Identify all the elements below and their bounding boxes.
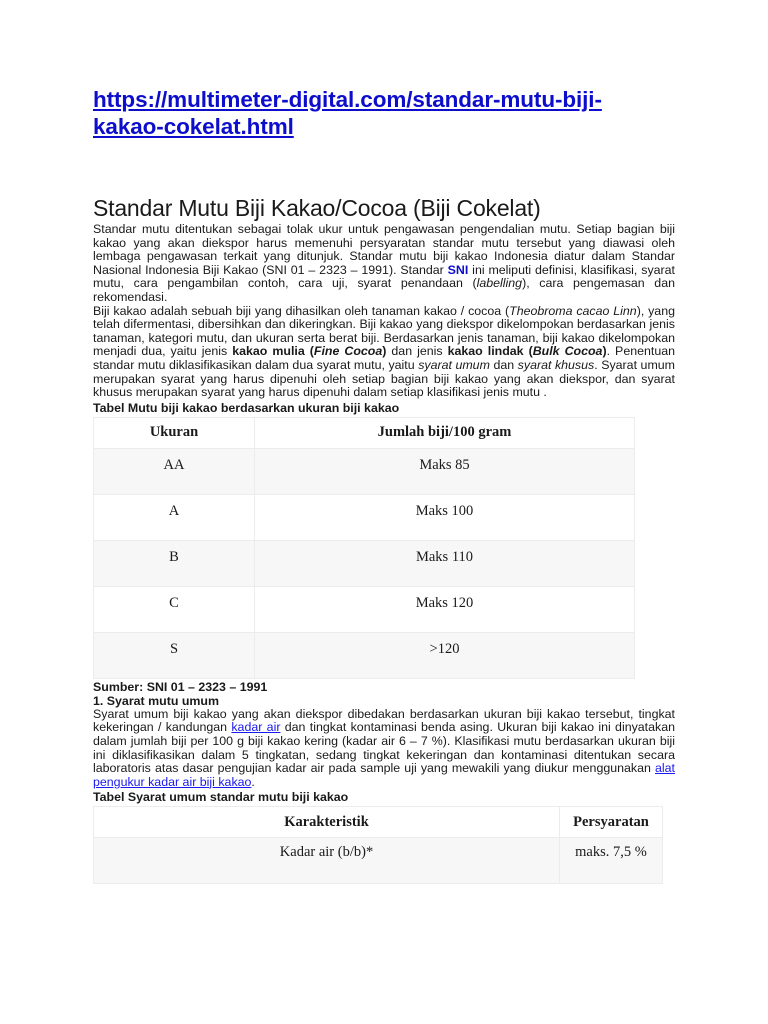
cell-ukuran: AA — [94, 448, 255, 494]
table-row — [94, 448, 635, 494]
source-url-link[interactable] — [93, 86, 675, 140]
column-header-ukuran: Ukuran — [94, 417, 255, 448]
kadar-air-link[interactable]: kadar air — [231, 720, 281, 735]
syarat-umum-paragraph — [93, 708, 675, 790]
def-text-c: dan jenis — [386, 344, 448, 359]
syarat-text-c: . — [251, 774, 255, 789]
intro-text-a: Standar mutu ditentukan sebagai tolak ukur untuk pengawasan pengendalian mutu. Setiap bagian biji kakao yang akan diekspor harus memenuhi persyaratan standar mutu tersebut yang diawasi oleh lembaga pengawasan terkait yang ditunjuk. Standar mutu biji kakao Indonesia diatur dalam Standar Nasional Indonesia Biji Kakao (SNI 01 – 2323 – 1991). Standar — [93, 222, 675, 277]
table-row — [94, 540, 635, 586]
table-row — [94, 494, 635, 540]
column-header-karakteristik: Karakteristik — [94, 807, 560, 838]
section-heading-syarat-umum: 1. Syarat mutu umum — [93, 693, 219, 708]
kakao-lindak-term: kakao lindak ( — [447, 344, 533, 359]
syarat-umum-term: syarat umum — [418, 357, 490, 372]
document-page — [93, 86, 675, 884]
intro-text-b: ini meliputi definisi, klasifikasi, syarat mutu, cara pengambilan contoh, cara uji, syarat penandaan ( — [93, 262, 675, 291]
cell-karakteristik: Kadar air (b/b)* — [94, 838, 560, 884]
table1-source: Sumber: SNI 01 – 2323 – 1991 — [93, 679, 268, 694]
labelling-term: labelling — [476, 276, 523, 291]
syarat-text-b: dan tingkat kontaminasi benda asing. Ukuran biji kakao ini dinyatakan dalam jumlah biji per 100 g biji kakao kering (kadar air 6 – 7 %). Klasifikasi mutu berdasarkan ukuran biji ini diklasifikasikan dalam 5 tingkatan, sedang tingkat kekeringan dan kontaminasi ditentukan secara laboratoris atas dasar pengujian kadar air pada sample uji yang mewakili yang diukur menggunakan — [93, 720, 675, 776]
syarat-khusus-term: syarat khusus — [517, 357, 595, 372]
syarat-text-a: Syarat umum biji kakao yang akan diekspor dibedakan berdasarkan ukuran biji kakao tersebut, tingkat kekeringan / kandungan — [93, 706, 675, 735]
table1-caption: Tabel Mutu biji kakao berdasarkan ukuran biji kakao — [93, 400, 400, 415]
table-header-row — [94, 417, 635, 448]
intro-text-c: ), cara pengemasan dan rekomendasi. — [93, 276, 675, 304]
cell-jumlah: Maks 110 — [255, 540, 635, 586]
def-text-e: dan — [489, 357, 518, 372]
kakao-mulia-close: ) — [382, 344, 387, 359]
cell-ukuran: S — [94, 632, 255, 678]
source-url-line-1[interactable]: https://multimeter-digital.com/standar-mutu-biji- — [93, 87, 602, 112]
cell-ukuran: A — [94, 494, 255, 540]
table-row — [94, 586, 635, 632]
bulk-cocoa-term: Bulk Cocoa — [532, 344, 603, 359]
size-quality-table — [93, 417, 635, 679]
def-text-a: Biji kakao adalah sebuah biji yang dihasilkan oleh tanaman kakao / cocoa ( — [93, 303, 510, 318]
kakao-mulia-term: kakao mulia ( — [232, 344, 314, 359]
fine-cocoa-term: Fine Cocoa — [313, 344, 383, 359]
column-header-jumlah: Jumlah biji/100 gram — [255, 417, 635, 448]
cell-ukuran: B — [94, 540, 255, 586]
cell-jumlah: >120 — [255, 632, 635, 678]
article-title: Standar Mutu Biji Kakao/Cocoa (Biji Cokelat) — [93, 195, 541, 221]
cell-persyaratan: maks. 7,5 % — [560, 838, 663, 884]
def-text-d: . Penentuan standar mutu diklasifikasikan dalam dua syarat mutu, yaitu — [93, 344, 675, 372]
table-header-row — [94, 807, 663, 838]
def-text-f: . Syarat umum merupakan syarat yang harus dipenuhi oleh setiap bagian biji kakao yang akan diekspor, dan syarat khusus merupakan syarat yang harus dipenuhi dalam setiap klasifikasi jenis mutu . — [93, 357, 675, 400]
table-row — [94, 838, 663, 884]
table2-caption: Tabel Syarat umum standar mutu biji kakao — [93, 790, 349, 805]
intro-paragraph — [93, 223, 675, 305]
table-row — [94, 632, 635, 678]
cell-jumlah: Maks 120 — [255, 586, 635, 632]
cell-jumlah: Maks 85 — [255, 448, 635, 494]
species-name: Theobroma cacao Linn — [509, 303, 637, 318]
definition-paragraph — [93, 305, 675, 400]
source-url-line-2[interactable]: kakao-cokelat.html — [93, 114, 294, 139]
sni-highlight: SNI — [447, 262, 469, 277]
column-header-persyaratan: Persyaratan — [560, 807, 663, 838]
def-text-b: ), yang telah difermentasi, dibersihkan dan dikeringkan. Biji kakao yang diekspor dikelompokan berdasarkan jenis tanaman, kategori mutu, dan ukuran serta berat biji. Berdasarkan jenis tanaman, biji kakao dikelompokan menjadi dua, yaitu jenis — [93, 303, 675, 359]
cell-jumlah: Maks 100 — [255, 494, 635, 540]
moisture-meter-link[interactable]: alat pengukur kadar air biji kakao — [93, 761, 675, 789]
cell-ukuran: C — [94, 586, 255, 632]
kakao-lindak-close: ) — [602, 344, 607, 359]
general-requirements-table — [93, 806, 663, 884]
